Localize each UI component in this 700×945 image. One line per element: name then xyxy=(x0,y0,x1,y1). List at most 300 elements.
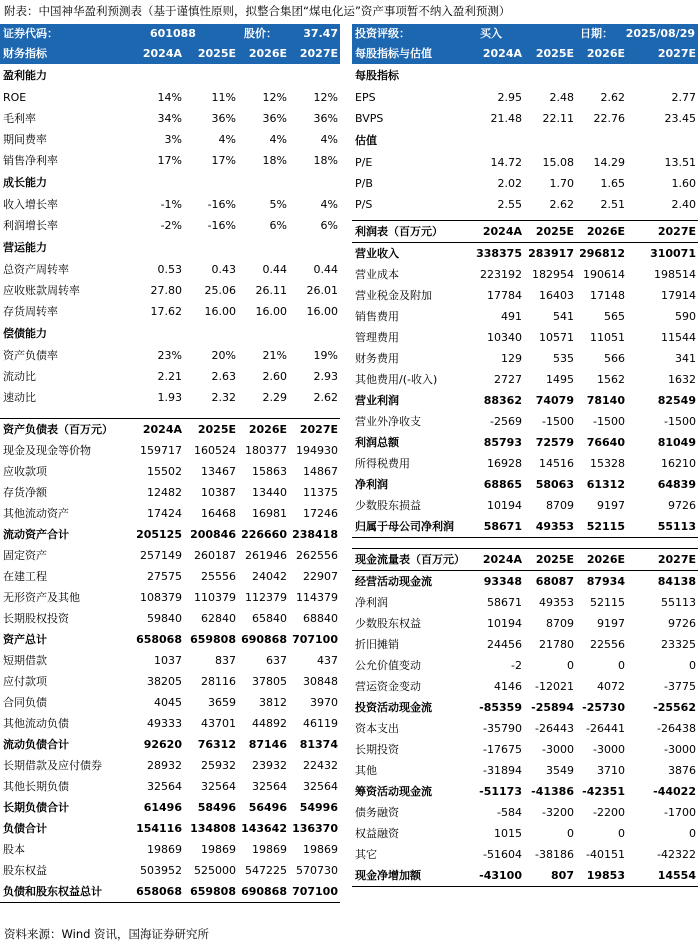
row-value-cell: 3710 xyxy=(597,764,625,777)
balance-header xyxy=(0,418,340,440)
row-value-cell: 2.51 xyxy=(600,198,625,211)
row-label: 总资产周转率 xyxy=(3,263,69,276)
row-label: 速动比 xyxy=(3,391,36,404)
row-label: EPS xyxy=(355,91,376,104)
row-label: 营业外净收支 xyxy=(355,415,421,428)
row-value-cell: 56496 xyxy=(248,801,287,814)
valuation-table xyxy=(352,44,698,220)
year-header: 2025E xyxy=(535,553,574,566)
row-label: 其他 xyxy=(355,764,377,777)
row-value-cell: 12% xyxy=(313,91,338,104)
row-value-cell: 13440 xyxy=(252,486,287,499)
table-row xyxy=(352,474,698,495)
financial-indicators-table xyxy=(0,44,340,408)
row-value-cell: 2.02 xyxy=(497,177,522,190)
table-row xyxy=(0,366,340,387)
row-label: 权益融资 xyxy=(355,827,399,840)
income-statement-table xyxy=(352,220,698,538)
table-row xyxy=(352,327,698,348)
row-label: 营运资金变动 xyxy=(355,680,421,693)
table-row xyxy=(0,215,340,236)
row-value-cell: 87146 xyxy=(248,738,287,751)
row-value-cell: 4072 xyxy=(597,680,625,693)
row-value-cell: -16% xyxy=(207,198,236,211)
table-row xyxy=(0,524,340,545)
row-label: 其他长期负债 xyxy=(3,780,69,793)
row-value-cell: -12021 xyxy=(535,680,574,693)
row-value-cell: 9726 xyxy=(668,499,696,512)
year-header: 2024A xyxy=(482,553,522,566)
table-row xyxy=(352,823,698,844)
row-value-cell: 2.77 xyxy=(671,91,696,104)
table-row xyxy=(0,860,340,881)
row-label: 销售费用 xyxy=(355,310,399,323)
row-label: 少数股东损益 xyxy=(355,499,421,512)
row-value-cell: 52115 xyxy=(586,520,625,533)
table-row xyxy=(352,676,698,697)
row-label: 筹资活动现金流 xyxy=(355,785,432,798)
row-value-cell: 88362 xyxy=(483,394,522,407)
row-value-cell: 1015 xyxy=(494,827,522,840)
row-label: 净利润 xyxy=(355,596,388,609)
row-value-cell: 3659 xyxy=(208,696,236,709)
row-value-cell: -51173 xyxy=(479,785,522,798)
row-value-cell: -2569 xyxy=(490,415,522,428)
row-label: 资本支出 xyxy=(355,722,399,735)
year-header: 2027E xyxy=(657,47,696,60)
row-value-cell: 15328 xyxy=(590,457,625,470)
table-row xyxy=(0,587,340,608)
row-label: 流动负债合计 xyxy=(3,738,69,751)
table-row xyxy=(352,495,698,516)
table-row xyxy=(0,713,340,734)
row-value-cell: 0 xyxy=(689,659,696,672)
row-value-cell: 17914 xyxy=(661,289,696,302)
section-header xyxy=(0,322,340,345)
table-row xyxy=(352,697,698,718)
cash-flow-table xyxy=(352,548,698,887)
row-value-cell: 159717 xyxy=(140,444,182,457)
row-value-cell: 21.48 xyxy=(490,112,522,125)
row-value-cell: -26438 xyxy=(657,722,696,735)
row-value-cell: 19869 xyxy=(147,843,182,856)
financial-header xyxy=(0,44,340,64)
table-row xyxy=(352,655,698,676)
table-row xyxy=(0,301,340,322)
year-header: 2027E xyxy=(299,423,338,436)
row-value-cell: 84138 xyxy=(657,575,696,588)
row-value-cell: 182954 xyxy=(532,268,574,281)
table-row xyxy=(0,461,340,482)
row-value-cell: 38205 xyxy=(147,675,182,688)
cash-header-title: 现金流量表（百万元） xyxy=(355,553,465,566)
table-row xyxy=(0,797,340,818)
row-value-cell: 16.00 xyxy=(306,305,338,318)
row-label: 长期借款及应付债券 xyxy=(3,759,102,772)
row-value-cell: 310071 xyxy=(650,247,696,260)
row-value-cell: 15.08 xyxy=(542,156,574,169)
row-label: 存货净额 xyxy=(3,486,47,499)
year-header: 2026E xyxy=(586,225,625,238)
row-value-cell: 15863 xyxy=(252,465,287,478)
table-row xyxy=(352,173,698,194)
row-label: 投资活动现金流 xyxy=(355,701,432,714)
row-value-cell: 837 xyxy=(215,654,236,667)
row-value-cell: 17246 xyxy=(303,507,338,520)
section-header xyxy=(352,64,698,87)
table-row xyxy=(0,566,340,587)
row-value-cell: 76640 xyxy=(586,436,625,449)
row-value-cell: -1500 xyxy=(664,415,696,428)
row-value-cell: 565 xyxy=(604,310,625,323)
row-label: 现金净增加额 xyxy=(355,869,421,882)
row-value-cell: 296812 xyxy=(579,247,625,260)
row-value-cell: 2.93 xyxy=(313,370,338,383)
row-value-cell: 0 xyxy=(567,827,574,840)
stock-code-bar xyxy=(0,24,340,44)
row-value-cell: -3775 xyxy=(664,680,696,693)
row-value-cell: -41386 xyxy=(531,785,574,798)
row-value-cell: 37805 xyxy=(252,675,287,688)
financial-header-title: 财务指标 xyxy=(3,47,47,60)
row-value-cell: -51604 xyxy=(483,848,522,861)
row-value-cell: 4146 xyxy=(494,680,522,693)
row-value-cell: -2% xyxy=(160,219,182,232)
table-row xyxy=(0,129,340,150)
row-value-cell: 32564 xyxy=(201,780,236,793)
row-value-cell: 25932 xyxy=(201,759,236,772)
row-value-cell: 807 xyxy=(551,869,574,882)
table-caption: 附表：中国神华盈利预测表（基于谨慎性原则，拟整合集团“煤电化运”资产事项暂不纳入盈利预测） xyxy=(4,4,511,18)
row-value-cell: -16% xyxy=(207,219,236,232)
row-value-cell: 18% xyxy=(262,154,287,167)
row-value-cell: 659808 xyxy=(190,633,236,646)
row-value-cell: -31894 xyxy=(483,764,522,777)
row-value-cell: 55113 xyxy=(657,520,696,533)
row-value-cell: 143642 xyxy=(241,822,287,835)
row-value-cell: 58671 xyxy=(487,596,522,609)
row-value-cell: 2.48 xyxy=(549,91,574,104)
row-value-cell: -2 xyxy=(511,659,522,672)
table-row xyxy=(0,734,340,755)
row-value-cell: 0 xyxy=(567,659,574,672)
row-value-cell: 21% xyxy=(262,349,287,362)
row-value-cell: 76312 xyxy=(197,738,236,751)
table-row xyxy=(352,592,698,613)
row-value-cell: -40151 xyxy=(586,848,625,861)
table-row xyxy=(0,108,340,129)
row-value-cell: 5% xyxy=(269,198,287,211)
table-row xyxy=(0,881,340,903)
row-value-cell: 12% xyxy=(262,91,287,104)
row-value-cell: 74079 xyxy=(535,394,574,407)
year-header: 2024A xyxy=(142,423,182,436)
row-value-cell: 1037 xyxy=(154,654,182,667)
row-value-cell: 2.95 xyxy=(497,91,522,104)
year-header: 2024A xyxy=(142,47,182,60)
row-value-cell: 18% xyxy=(313,154,338,167)
year-header: 2026E xyxy=(586,47,625,60)
row-value-cell: 1.93 xyxy=(157,391,182,404)
year-header: 2025E xyxy=(197,47,236,60)
row-value-cell: 260187 xyxy=(194,549,236,562)
row-value-cell: 87934 xyxy=(586,575,625,588)
table-row xyxy=(0,776,340,797)
row-value-cell: -25562 xyxy=(653,701,696,714)
row-value-cell: 64839 xyxy=(657,478,696,491)
row-value-cell: 1.65 xyxy=(600,177,625,190)
row-label: 长期股权投资 xyxy=(3,612,69,625)
row-value-cell: 78140 xyxy=(586,394,625,407)
row-value-cell: 3812 xyxy=(259,696,287,709)
row-value-cell: -26441 xyxy=(586,722,625,735)
row-label: ROE xyxy=(3,91,27,104)
row-value-cell: 26.01 xyxy=(306,284,338,297)
row-label: 营业税金及附加 xyxy=(355,289,432,302)
row-value-cell: 28932 xyxy=(147,759,182,772)
row-label: 长期投资 xyxy=(355,743,399,756)
year-header: 2025E xyxy=(535,47,574,60)
row-value-cell: 32564 xyxy=(303,780,338,793)
row-value-cell: -1500 xyxy=(593,415,625,428)
table-row xyxy=(0,259,340,280)
table-row xyxy=(352,411,698,432)
row-value-cell: -85359 xyxy=(479,701,522,714)
section-title: 每股指标 xyxy=(355,69,399,82)
row-label: 应收账款周转率 xyxy=(3,284,80,297)
row-value-cell: 85793 xyxy=(483,436,522,449)
row-value-cell: 16.00 xyxy=(255,305,287,318)
row-value-cell: 49353 xyxy=(535,520,574,533)
row-value-cell: 9726 xyxy=(668,617,696,630)
row-label: P/S xyxy=(355,198,373,211)
row-value-cell: 14516 xyxy=(539,457,574,470)
row-value-cell: 16468 xyxy=(201,507,236,520)
table-row xyxy=(0,671,340,692)
row-value-cell: 11375 xyxy=(303,486,338,499)
row-value-cell: 23.45 xyxy=(664,112,696,125)
table-row xyxy=(0,194,340,215)
row-value-cell: 81049 xyxy=(657,436,696,449)
row-value-cell: 2.40 xyxy=(671,198,696,211)
section-header xyxy=(352,129,698,152)
row-label: 合同负债 xyxy=(3,696,47,709)
row-value-cell: -3000 xyxy=(593,743,625,756)
row-value-cell: 257149 xyxy=(140,549,182,562)
row-value-cell: 14554 xyxy=(657,869,696,882)
row-value-cell: 3970 xyxy=(310,696,338,709)
row-label: 应收款项 xyxy=(3,465,47,478)
row-value-cell: -38186 xyxy=(535,848,574,861)
row-value-cell: 14% xyxy=(157,91,182,104)
table-row xyxy=(352,87,698,108)
row-value-cell: -44022 xyxy=(653,785,696,798)
income-header xyxy=(352,220,698,242)
table-row xyxy=(352,865,698,887)
row-value-cell: 4% xyxy=(269,133,287,146)
row-value-cell: 14.29 xyxy=(593,156,625,169)
row-value-cell: -3200 xyxy=(542,806,574,819)
row-value-cell: 547225 xyxy=(245,864,287,877)
row-value-cell: 541 xyxy=(553,310,574,323)
row-value-cell: 341 xyxy=(675,352,696,365)
row-value-cell: 6% xyxy=(269,219,287,232)
row-label: 资产总计 xyxy=(3,633,47,646)
row-value-cell: 58671 xyxy=(483,520,522,533)
income-header-title: 利润表（百万元） xyxy=(355,225,443,238)
year-header: 2024A xyxy=(482,47,522,60)
balance-header-title: 资产负债表（百万元） xyxy=(3,423,113,436)
row-value-cell: 2.55 xyxy=(497,198,522,211)
row-value-cell: 25.06 xyxy=(204,284,236,297)
table-row xyxy=(0,280,340,301)
row-value-cell: 4% xyxy=(320,198,338,211)
row-value-cell: -42351 xyxy=(582,785,625,798)
row-value-cell: 114379 xyxy=(296,591,338,604)
row-label: 短期借款 xyxy=(3,654,47,667)
row-value-cell: 16928 xyxy=(487,457,522,470)
row-value-cell: 2.63 xyxy=(211,370,236,383)
row-value-cell: 4% xyxy=(218,133,236,146)
table-row xyxy=(0,440,340,461)
row-value-cell: 93348 xyxy=(483,575,522,588)
table-row xyxy=(0,150,340,171)
row-value-cell: 11544 xyxy=(661,331,696,344)
stock-code-value: 601088 xyxy=(150,27,196,40)
row-value-cell: 17% xyxy=(157,154,182,167)
row-value-cell: 2.62 xyxy=(600,91,625,104)
row-value-cell: 0.53 xyxy=(157,263,182,276)
row-value-cell: 226660 xyxy=(241,528,287,541)
table-row xyxy=(0,629,340,650)
row-value-cell: 72579 xyxy=(535,436,574,449)
row-value-cell: 16403 xyxy=(539,289,574,302)
row-label: 股东权益 xyxy=(3,864,47,877)
cash-header xyxy=(352,548,698,570)
row-value-cell: 0.44 xyxy=(313,263,338,276)
row-value-cell: 437 xyxy=(317,654,338,667)
year-header: 2026E xyxy=(586,553,625,566)
table-row xyxy=(0,839,340,860)
year-header: 2025E xyxy=(535,225,574,238)
row-value-cell: 17% xyxy=(211,154,236,167)
row-value-cell: 9197 xyxy=(597,617,625,630)
table-row xyxy=(352,613,698,634)
row-value-cell: 19853 xyxy=(586,869,625,882)
row-value-cell: 68865 xyxy=(483,478,522,491)
row-label: 收入增长率 xyxy=(3,198,58,211)
date-value: 2025/08/29 xyxy=(625,27,695,40)
row-value-cell: 17424 xyxy=(147,507,182,520)
row-value-cell: 3876 xyxy=(668,764,696,777)
row-label: BVPS xyxy=(355,112,384,125)
table-row xyxy=(352,306,698,327)
row-value-cell: 10340 xyxy=(487,331,522,344)
row-value-cell: 16981 xyxy=(252,507,287,520)
row-value-cell: -3000 xyxy=(542,743,574,756)
row-value-cell: 23% xyxy=(157,349,182,362)
row-value-cell: 658068 xyxy=(136,885,182,898)
row-value-cell: -42322 xyxy=(657,848,696,861)
row-value-cell: 49353 xyxy=(539,596,574,609)
row-value-cell: -17675 xyxy=(483,743,522,756)
stock-code-label: 证券代码： xyxy=(3,27,58,40)
rating-label: 投资评级： xyxy=(355,27,410,40)
row-value-cell: 8709 xyxy=(546,499,574,512)
row-value-cell: 1.70 xyxy=(549,177,574,190)
row-label: 其他流动负债 xyxy=(3,717,69,730)
balance-sheet-table xyxy=(0,418,340,903)
row-value-cell: 43701 xyxy=(201,717,236,730)
row-label: 净利润 xyxy=(355,478,388,491)
row-value-cell: 10194 xyxy=(487,617,522,630)
row-value-cell: 12482 xyxy=(147,486,182,499)
table-row xyxy=(0,545,340,566)
row-value-cell: -1700 xyxy=(664,806,696,819)
section-title: 偿债能力 xyxy=(3,327,47,340)
row-value-cell: 659808 xyxy=(190,885,236,898)
row-value-cell: 535 xyxy=(553,352,574,365)
row-value-cell: 110379 xyxy=(194,591,236,604)
row-value-cell: 25556 xyxy=(201,570,236,583)
row-label: 股本 xyxy=(3,843,25,856)
valuation-header-title: 每股指标与估值 xyxy=(355,47,432,60)
row-value-cell: 92620 xyxy=(143,738,182,751)
row-value-cell: 30848 xyxy=(303,675,338,688)
row-label: 负债合计 xyxy=(3,822,47,835)
row-value-cell: 190614 xyxy=(583,268,625,281)
row-value-cell: -25894 xyxy=(531,701,574,714)
table-row xyxy=(352,242,698,264)
row-value-cell: 238418 xyxy=(292,528,338,541)
row-value-cell: 261946 xyxy=(245,549,287,562)
row-value-cell: 134808 xyxy=(190,822,236,835)
row-value-cell: 22.76 xyxy=(593,112,625,125)
row-value-cell: 27575 xyxy=(147,570,182,583)
row-value-cell: 17148 xyxy=(590,289,625,302)
rating-bar xyxy=(352,24,698,44)
row-value-cell: -35790 xyxy=(483,722,522,735)
table-row xyxy=(0,755,340,776)
table-row xyxy=(352,760,698,781)
section-title: 成长能力 xyxy=(3,176,47,189)
table-row xyxy=(352,264,698,285)
row-label: 公允价值变动 xyxy=(355,659,421,672)
section-title: 盈利能力 xyxy=(3,69,47,82)
row-value-cell: 8709 xyxy=(546,617,574,630)
row-value-cell: 690868 xyxy=(241,633,287,646)
row-value-cell: 2.62 xyxy=(313,391,338,404)
row-value-cell: 59840 xyxy=(147,612,182,625)
table-row xyxy=(0,482,340,503)
row-value-cell: 22.11 xyxy=(542,112,574,125)
row-value-cell: -1% xyxy=(160,198,182,211)
row-value-cell: 570730 xyxy=(296,864,338,877)
year-header: 2025E xyxy=(197,423,236,436)
row-value-cell: 2.60 xyxy=(262,370,287,383)
row-value-cell: 10571 xyxy=(539,331,574,344)
row-value-cell: -43100 xyxy=(479,869,522,882)
row-label: 财务费用 xyxy=(355,352,399,365)
row-value-cell: 13.51 xyxy=(664,156,696,169)
row-value-cell: 19869 xyxy=(201,843,236,856)
row-value-cell: -2200 xyxy=(593,806,625,819)
row-value-cell: 707100 xyxy=(292,885,338,898)
row-label: 负债和股东权益总计 xyxy=(3,885,102,898)
row-value-cell: 28116 xyxy=(201,675,236,688)
row-value-cell: 180377 xyxy=(245,444,287,457)
rating-value: 买入 xyxy=(480,27,502,40)
